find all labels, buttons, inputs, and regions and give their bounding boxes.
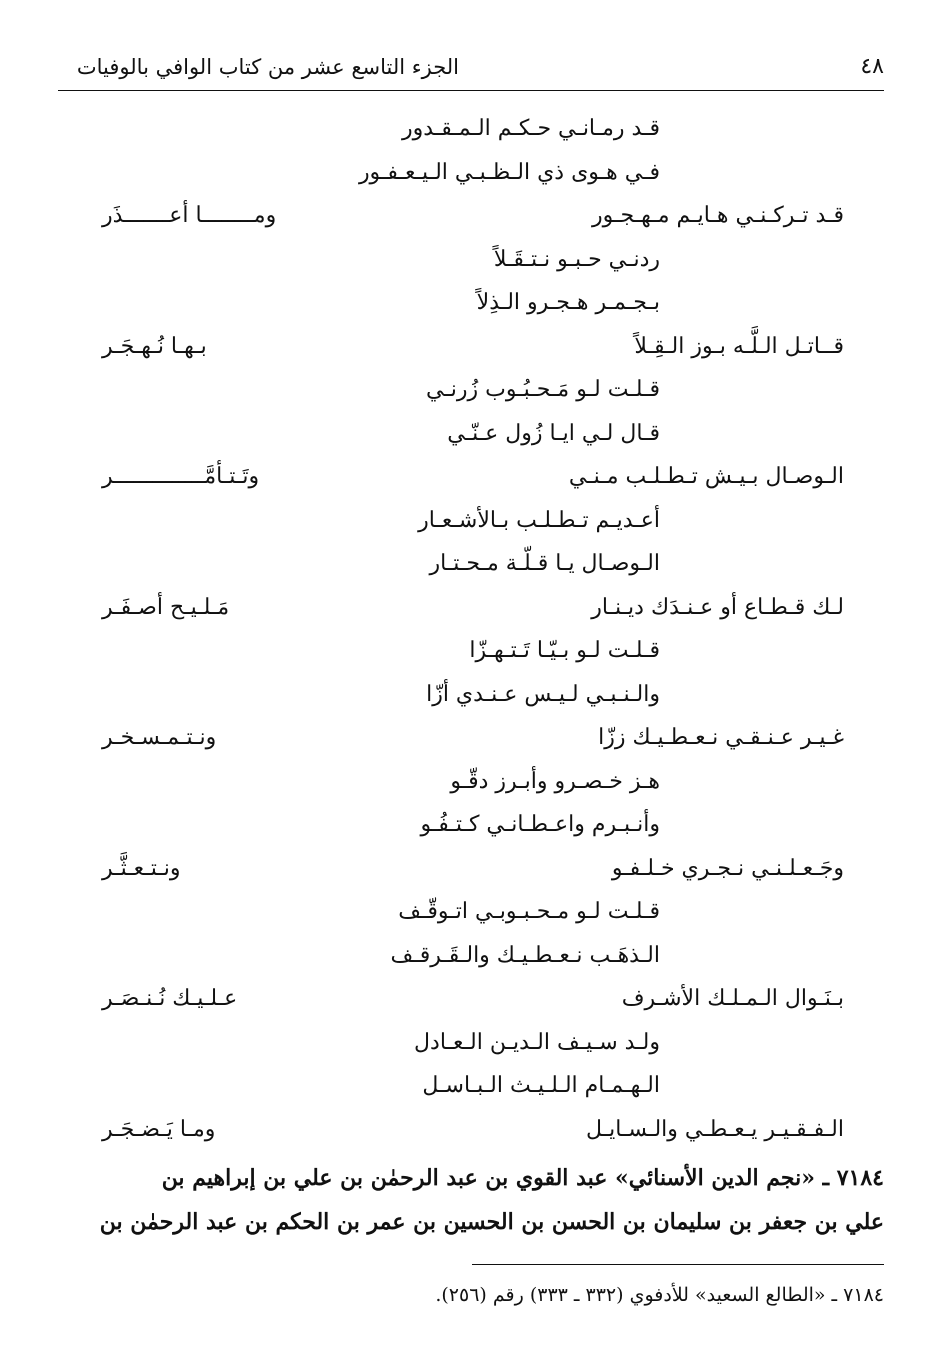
verse-line: وجَـعـلـنـي نـجـري خـلـفـو [611,856,844,881]
verse-refrain: مَـلـيـح أصـفَـر [102,595,230,620]
verse-line: بـجـمـر هـجـرو الـذِلاً [476,290,660,315]
verse-line: هـز خـصـرو وأبـرز دقّـو [450,769,660,794]
verse-line: الـفـقـيـر يـعـطـي والـسـايـل [586,1117,844,1142]
verse-line: قـلـت لـو بـيّـا تَـتـهـزّا [469,638,660,663]
verse-line: قـد رمـانـي حـكـم الـمـقـدور [401,116,660,141]
verse-line: الـوصـال يـا قـلّـة مـحـتـار [429,551,660,576]
page-number: ٤٨ [860,54,884,79]
verse-refrain: عـلـيـك نُـنـصَـر [102,986,238,1011]
verse-line: والـنـبـي لـيـس عـنـدي أزّا [426,682,660,707]
verse-refrain: ومـا يَـضـجَـر [102,1117,216,1142]
verse-line: بـنَـوال الـمـلـك الأشـرف [621,986,844,1011]
verse-refrain: ونـتـعـثَّـر [102,856,181,881]
verse-line: قـلـت لـو مـحـبـوبـي اتـوقّـف [398,899,660,924]
verse-line: لـك قـطـاع أو عـنـدَك ديـنـار [591,595,844,620]
verse-line: ردنـي حـبـو نـتـقَـلاً [493,247,660,272]
verse-line: قـال لـي ايـا زُول عـنّـي [447,421,660,446]
verse-line: قـلـت لـو مَـحـبُـوب زُرنـي [426,377,660,402]
verse-line: أعـديـم تـطـلـب بـالأشـعـار [418,508,660,533]
verse-line: غـيـر عـنـقـي نـعـطـيـك ززّا [598,725,844,750]
verse-line: الـوصـال بـيـش تـطـلـب مـنـي [568,464,844,489]
verse-line: الـذهَـب نـعـطـيـك والـقَـرقـف [390,943,660,968]
verse-line: وأنـبـرم واعـطـانـي كـتـفُـو [420,812,660,837]
biography-line-1: ٧١٨٤ ـ «نجم الدين الأسنائي» عبد القوي بن عبد الرحمٰن بن علي بن إبراهيم بن [161,1165,884,1191]
verse-refrain: ونـتـمـسـخـر [102,725,217,750]
verse-line: فـي هـوى ذي الـظـبـي الـيـعـفـور [358,160,660,185]
biography-line-2: علي بن جعفر بن سليمان بن الحسن بن الحسين بن عمر بن الحكم بن عبد الرحمٰن بن [99,1209,884,1235]
verse-line: ولـد سـيـف الـديـن الـعـادل [414,1030,660,1055]
running-title: الجزء التاسع عشر من كتاب الوافي بالوفيات [76,55,459,79]
footnote: ٧١٨٤ ـ «الطالع السعيد» للأدفوي (٣٣٢ ـ ٣٣٣) رقم (٢٥٦). [435,1284,884,1306]
verse-line: قــاتـل الـلَّـه بـوز الـقِـلاً [634,334,844,359]
verse-refrain: وتَـتـأمَّــــــــــــــر [102,464,260,489]
verse-refrain: ومــــــــا أعـــــــذَر [102,203,277,228]
footnote-rule [472,1264,884,1265]
verse-line: قـد تـركـنـي هـايـم مـهـجـور [592,203,844,228]
verse-line: الـهـمـام الـلـيـث الـبـاسـل [422,1073,660,1098]
verse-refrain: بـهـا نُـهـجَـر [102,334,207,359]
